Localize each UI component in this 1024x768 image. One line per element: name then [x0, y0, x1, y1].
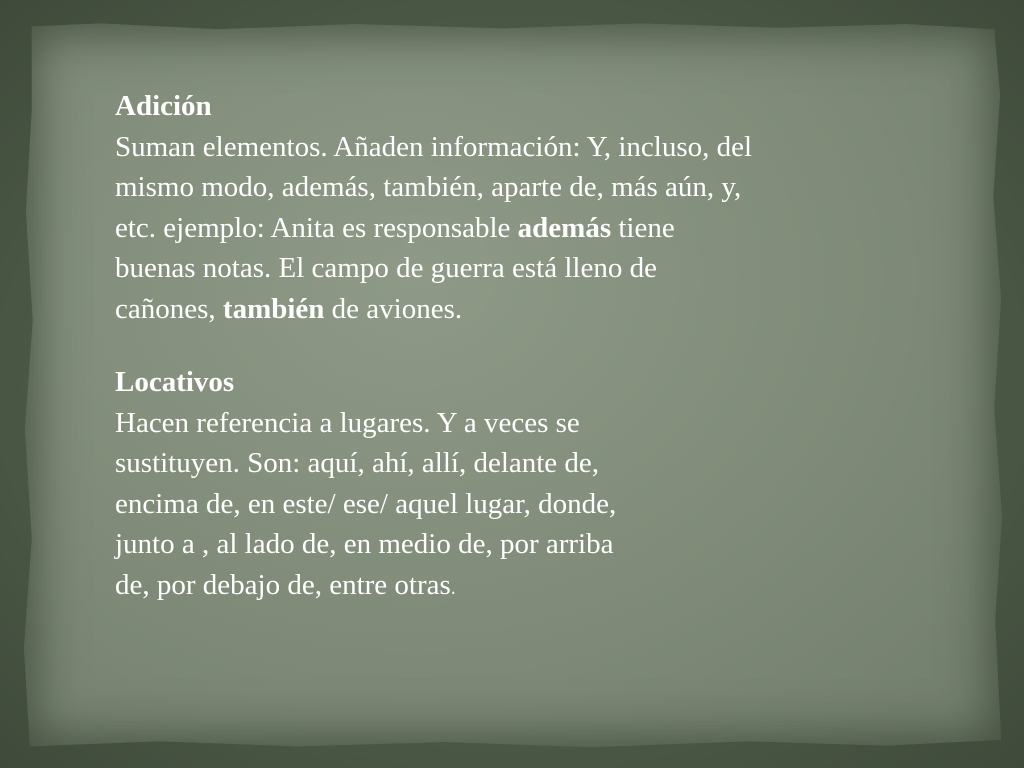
locativos-heading: Locativos — [115, 366, 235, 398]
adicion-line-4: buenas notas. El campo de guerra está lleno de — [115, 252, 657, 284]
adicion-line-1: Suman elementos. Añaden información: Y, incluso, del — [115, 130, 753, 163]
adicion-section — [115, 86, 935, 329]
adicion-line-5-bold: también — [222, 292, 325, 325]
locativos-section — [115, 362, 935, 608]
locativos-line-3: encima de, en este/ ese/ aquel lugar, donde, — [115, 487, 617, 520]
adicion-line-2: mismo modo, además, también, aparte de, más aún, y, — [115, 171, 742, 203]
adicion-line-3 — [115, 208, 935, 249]
slide-content — [115, 86, 935, 608]
adicion-heading: Adición — [115, 90, 212, 122]
locativos-line-5-text: de, por debajo de, entre otras — [115, 568, 451, 601]
adicion-line-3-bold: además — [517, 211, 612, 244]
locativos-line-2: sustituyen. Son: aquí, ahí, allí, delante de, — [115, 447, 600, 479]
adicion-line-5-post: de aviones. — [324, 292, 463, 325]
locativos-line-1: Hacen referencia a lugares. Y a veces se — [115, 406, 580, 439]
adicion-line-3-post: tiene — [611, 211, 675, 244]
locativos-line-5 — [115, 565, 935, 609]
locativos-line-4: junto a , al lado de, en medio de, por arriba — [115, 528, 614, 560]
locativos-line-5-end: . — [450, 576, 456, 599]
adicion-line-3-pre: etc. ejemplo: Anita es responsable — [115, 211, 518, 244]
adicion-line-5 — [115, 289, 935, 330]
adicion-line-5-pre: cañones, — [115, 292, 223, 325]
